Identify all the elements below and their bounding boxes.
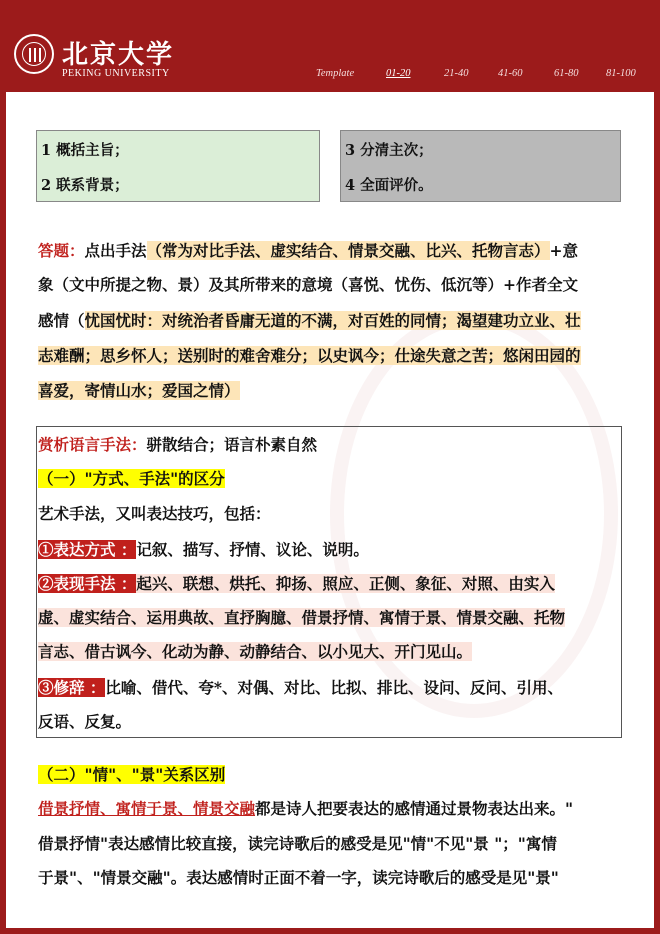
step-3: 3 分清主次； bbox=[345, 142, 433, 159]
item-3-line-1: ③修辞 ：比喻、借代、夸*、对偶、对比、比拟、排比、设问、反问、引用、 bbox=[38, 678, 564, 697]
item-2-line-3: 言志、借古讽今、化动为静、动静结合、以小见大、开门见山。 bbox=[38, 642, 473, 661]
university-seal-icon bbox=[14, 34, 54, 74]
item-1: ①表达方式 ：记叙、描写、抒情、议论、说明。 bbox=[38, 540, 369, 559]
frame-left bbox=[0, 0, 6, 934]
item-2-line-1: ②表现手法 ：起兴、联想、烘托、抑扬、照应、正侧、象征、对照、由实入 bbox=[38, 574, 555, 593]
section-2-line-3: 于景"、"情景交融"。表达感情时正面不着一字，读完诗歌后的感受是见"景" bbox=[38, 868, 559, 887]
nav-21-40[interactable]: 21-40 bbox=[444, 68, 469, 79]
answer-line-3: 感情（忧国忧时：对统治者昏庸无道的不满，对百姓的同情；渴望建功立业、壮 bbox=[38, 311, 581, 330]
step-2: 2 联系背景； bbox=[41, 177, 129, 194]
item-3-line-2: 反语、反复。 bbox=[38, 712, 132, 731]
nav-template[interactable]: Template bbox=[316, 68, 355, 79]
answer-label: 答题： bbox=[38, 241, 85, 260]
item-2-label: ②表现手法 ： bbox=[38, 574, 137, 593]
item-2-line-2: 虚、虚实结合、运用典故、直抒胸臆、借景抒情、寓情于景、情景交融、托物 bbox=[38, 608, 566, 627]
section-2-line-1: 借景抒情、寓情于景、情景交融都是诗人把要表达的感情通过景物表达出来。" bbox=[38, 799, 574, 818]
steps-box-left bbox=[36, 130, 320, 202]
answer-line-5: 喜爱，寄情山水；爱国之情） bbox=[38, 381, 240, 400]
language-title-line: 赏析语言手法：骈散结合；语言朴素自然 bbox=[38, 435, 318, 454]
section-1-heading: （一）"方式、手法"的区分 bbox=[38, 469, 225, 488]
logo-english: PEKING UNIVERSITY bbox=[62, 68, 170, 79]
language-title: 赏析语言手法： bbox=[38, 435, 147, 454]
step-4: 4 全面评价。 bbox=[345, 177, 433, 194]
item-1-label: ①表达方式 ： bbox=[38, 540, 137, 559]
nav-61-80[interactable]: 61-80 bbox=[554, 68, 579, 79]
section-2-heading: （二）"情"、"景"关系区别 bbox=[38, 765, 226, 784]
intro-line: 艺术手法，又叫表达技巧，包括： bbox=[38, 504, 271, 523]
step-1: 1 概括主旨； bbox=[41, 142, 129, 159]
logo-chinese: 北京大学 bbox=[62, 40, 175, 70]
section-2-line-2: 借景抒情"表达感情比较直接，读完诗歌后的感受是见"情"不见"景 "；"寓情 bbox=[38, 834, 557, 853]
nav-41-60[interactable]: 41-60 bbox=[498, 68, 523, 79]
answer-line-2: 象（文中所提之物、景）及其所带来的意境（喜悦、忧伤、低沉等）+作者全文 bbox=[38, 275, 578, 294]
answer-line-1: 答题：点出手法（常为对比手法、虚实结合、情景交融、比兴、托物言志）+意 bbox=[38, 241, 579, 260]
nav-81-100[interactable]: 81-100 bbox=[606, 68, 636, 79]
header-bar bbox=[0, 0, 660, 92]
nav-01-20[interactable]: 01-20 bbox=[386, 68, 411, 79]
steps-box-right bbox=[340, 130, 621, 202]
answer-line-4: 志难酬；思乡怀人；送别时的难舍难分；以史讽今；仕途失意之苦；悠闲田园的 bbox=[38, 346, 581, 365]
item-3-label: ③修辞 ： bbox=[38, 678, 106, 697]
frame-right bbox=[654, 0, 660, 934]
frame-bottom bbox=[0, 928, 660, 934]
